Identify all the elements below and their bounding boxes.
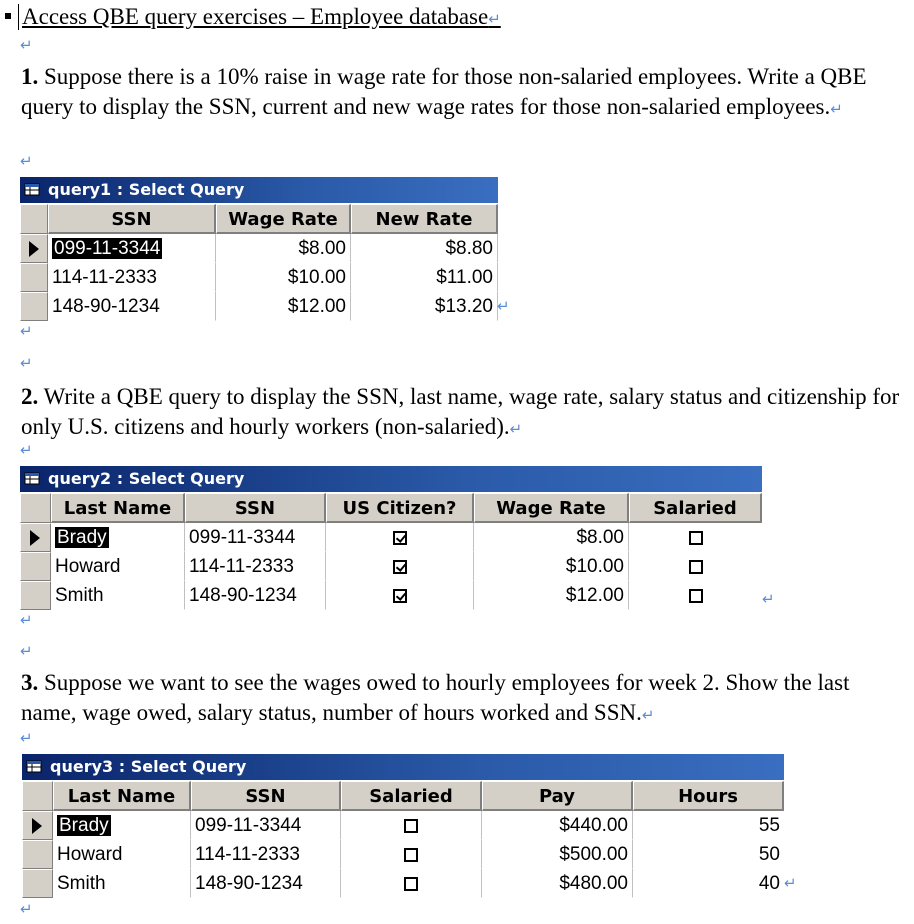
current-row-arrow-icon	[32, 818, 42, 834]
row-selector[interactable]	[22, 840, 53, 869]
checkbox-checked[interactable]	[393, 589, 407, 603]
cell-wage-rate[interactable]: $12.00	[474, 581, 629, 610]
checkbox-checked[interactable]	[393, 531, 407, 545]
current-row-arrow-icon	[29, 241, 39, 257]
cell-salaried[interactable]	[341, 840, 482, 869]
cell-hours[interactable]: 50	[633, 840, 784, 869]
row-selector[interactable]	[20, 523, 51, 552]
checkbox-unchecked[interactable]	[404, 819, 418, 833]
checkbox-unchecked[interactable]	[404, 877, 418, 891]
cell-pay[interactable]: $480.00	[482, 869, 633, 898]
query-icon	[26, 759, 44, 774]
checkbox-unchecked[interactable]	[689, 589, 703, 603]
cell-us-citizen[interactable]	[326, 552, 474, 581]
row-selector[interactable]	[22, 869, 53, 898]
select-all-box[interactable]	[20, 204, 48, 234]
paragraph-mark: ↵	[20, 611, 33, 629]
query1-window	[20, 177, 498, 322]
cell-new-rate[interactable]: $13.20	[351, 292, 498, 321]
cell-salaried[interactable]	[341, 869, 482, 898]
query3-title-bar[interactable]	[22, 754, 784, 780]
cell-ssn[interactable]: 099-11-3344	[185, 523, 326, 552]
query-icon	[24, 182, 42, 197]
query2-title: query2 : Select Query	[48, 469, 245, 488]
cell-new-rate[interactable]: $11.00	[351, 263, 498, 292]
row-selector[interactable]	[20, 292, 48, 321]
paragraph-mark: ↵	[762, 590, 775, 608]
query3-title: query3 : Select Query	[50, 757, 247, 776]
cell-wage-rate[interactable]: $12.00	[216, 292, 351, 321]
col-header-salaried[interactable]: Salaried	[629, 493, 762, 523]
col-header-ssn[interactable]: SSN	[48, 204, 216, 234]
col-header-salaried[interactable]: Salaried	[341, 781, 482, 811]
query2-title-bar[interactable]	[20, 466, 762, 492]
cell-new-rate[interactable]: $8.80	[351, 234, 498, 263]
col-header-wage-rate[interactable]: Wage Rate	[216, 204, 351, 234]
cell-wage-rate[interactable]: $10.00	[216, 263, 351, 292]
cell-ssn[interactable]: 099-11-3344	[48, 234, 216, 263]
current-row-arrow-icon	[30, 530, 40, 546]
cell-hours[interactable]: 55	[633, 811, 784, 840]
paragraph-mark: ↵	[20, 729, 33, 747]
question-1: 1. Suppose there is a 10% raise in wage rate for those non-salaried employees. Write a QBE query to display the SSN, current and new wage rates for those non-salaried employees.↵	[21, 64, 867, 119]
row-selector[interactable]	[20, 581, 51, 610]
checkbox-unchecked[interactable]	[689, 531, 703, 545]
document-title: Access QBE query exercises – Employee database↵	[22, 4, 501, 29]
checkbox-unchecked[interactable]	[404, 848, 418, 862]
checkbox-unchecked[interactable]	[689, 560, 703, 574]
col-header-hours[interactable]: Hours	[633, 781, 784, 811]
row-selector[interactable]	[22, 811, 53, 840]
query3-window	[22, 754, 784, 899]
col-header-last-name[interactable]: Last Name	[53, 781, 191, 811]
cell-us-citizen[interactable]	[326, 581, 474, 610]
cell-last-name[interactable]: Brady	[53, 811, 191, 840]
cell-ssn[interactable]: 099-11-3344	[191, 811, 341, 840]
paragraph-mark: ↵	[20, 900, 33, 918]
col-header-ssn[interactable]: SSN	[185, 493, 326, 523]
paragraph-mark: ↵	[20, 322, 33, 340]
query2-window	[20, 466, 762, 611]
col-header-last-name[interactable]: Last Name	[51, 493, 185, 523]
text-cursor	[18, 4, 19, 30]
paragraph-mark: ↵	[497, 297, 510, 315]
paragraph-mark: ↵	[20, 354, 33, 372]
cell-last-name[interactable]: Howard	[51, 552, 185, 581]
checkbox-checked[interactable]	[393, 560, 407, 574]
cell-ssn[interactable]: 148-90-1234	[185, 581, 326, 610]
cell-wage-rate[interactable]: $8.00	[216, 234, 351, 263]
cell-wage-rate[interactable]: $8.00	[474, 523, 629, 552]
cell-pay[interactable]: $440.00	[482, 811, 633, 840]
select-all-box[interactable]	[22, 781, 53, 811]
cell-pay[interactable]: $500.00	[482, 840, 633, 869]
cell-salaried[interactable]	[629, 552, 762, 581]
cell-ssn[interactable]: 148-90-1234	[191, 869, 341, 898]
paragraph-mark: ↵	[20, 36, 33, 54]
cell-last-name[interactable]: Howard	[53, 840, 191, 869]
paragraph-mark: ↵	[20, 441, 33, 459]
cell-ssn[interactable]: 148-90-1234	[48, 292, 216, 321]
col-header-pay[interactable]: Pay	[482, 781, 633, 811]
question-2: 2. Write a QBE query to display the SSN, last name, wage rate, salary status and citizenship for only U.S. citizens and hourly workers (non-salaried).↵	[21, 384, 900, 439]
cell-ssn[interactable]: 114-11-2333	[185, 552, 326, 581]
row-selector[interactable]	[20, 263, 48, 292]
cell-salaried[interactable]	[341, 811, 482, 840]
cell-wage-rate[interactable]: $10.00	[474, 552, 629, 581]
query-icon	[24, 471, 42, 486]
question-3: 3. Suppose we want to see the wages owed to hourly employees for week 2. Show the last name, wage owed, salary status, number of hours worked and SSN.↵	[21, 670, 850, 725]
col-header-new-rate[interactable]: New Rate	[351, 204, 498, 234]
paragraph-mark: ↵	[20, 642, 33, 660]
cell-ssn[interactable]: 114-11-2333	[48, 263, 216, 292]
cell-hours[interactable]: 40	[633, 869, 784, 898]
list-bullet	[5, 13, 11, 19]
cell-salaried[interactable]	[629, 581, 762, 610]
select-all-box[interactable]	[20, 493, 51, 523]
query1-title-bar[interactable]	[20, 177, 498, 203]
cell-salaried[interactable]	[629, 523, 762, 552]
cell-last-name[interactable]: Smith	[51, 581, 185, 610]
cell-us-citizen[interactable]	[326, 523, 474, 552]
col-header-wage-rate[interactable]: Wage Rate	[474, 493, 629, 523]
query1-title: query1 : Select Query	[48, 180, 245, 199]
row-selector[interactable]	[20, 234, 48, 263]
cell-last-name[interactable]: Brady	[51, 523, 185, 552]
cell-last-name[interactable]: Smith	[53, 869, 191, 898]
paragraph-mark: ↵	[20, 152, 33, 170]
cell-ssn[interactable]: 114-11-2333	[191, 840, 341, 869]
col-header-ssn[interactable]: SSN	[191, 781, 341, 811]
row-selector[interactable]	[20, 552, 51, 581]
col-header-us-citizen[interactable]: US Citizen?	[326, 493, 474, 523]
paragraph-mark: ↵	[784, 874, 797, 892]
